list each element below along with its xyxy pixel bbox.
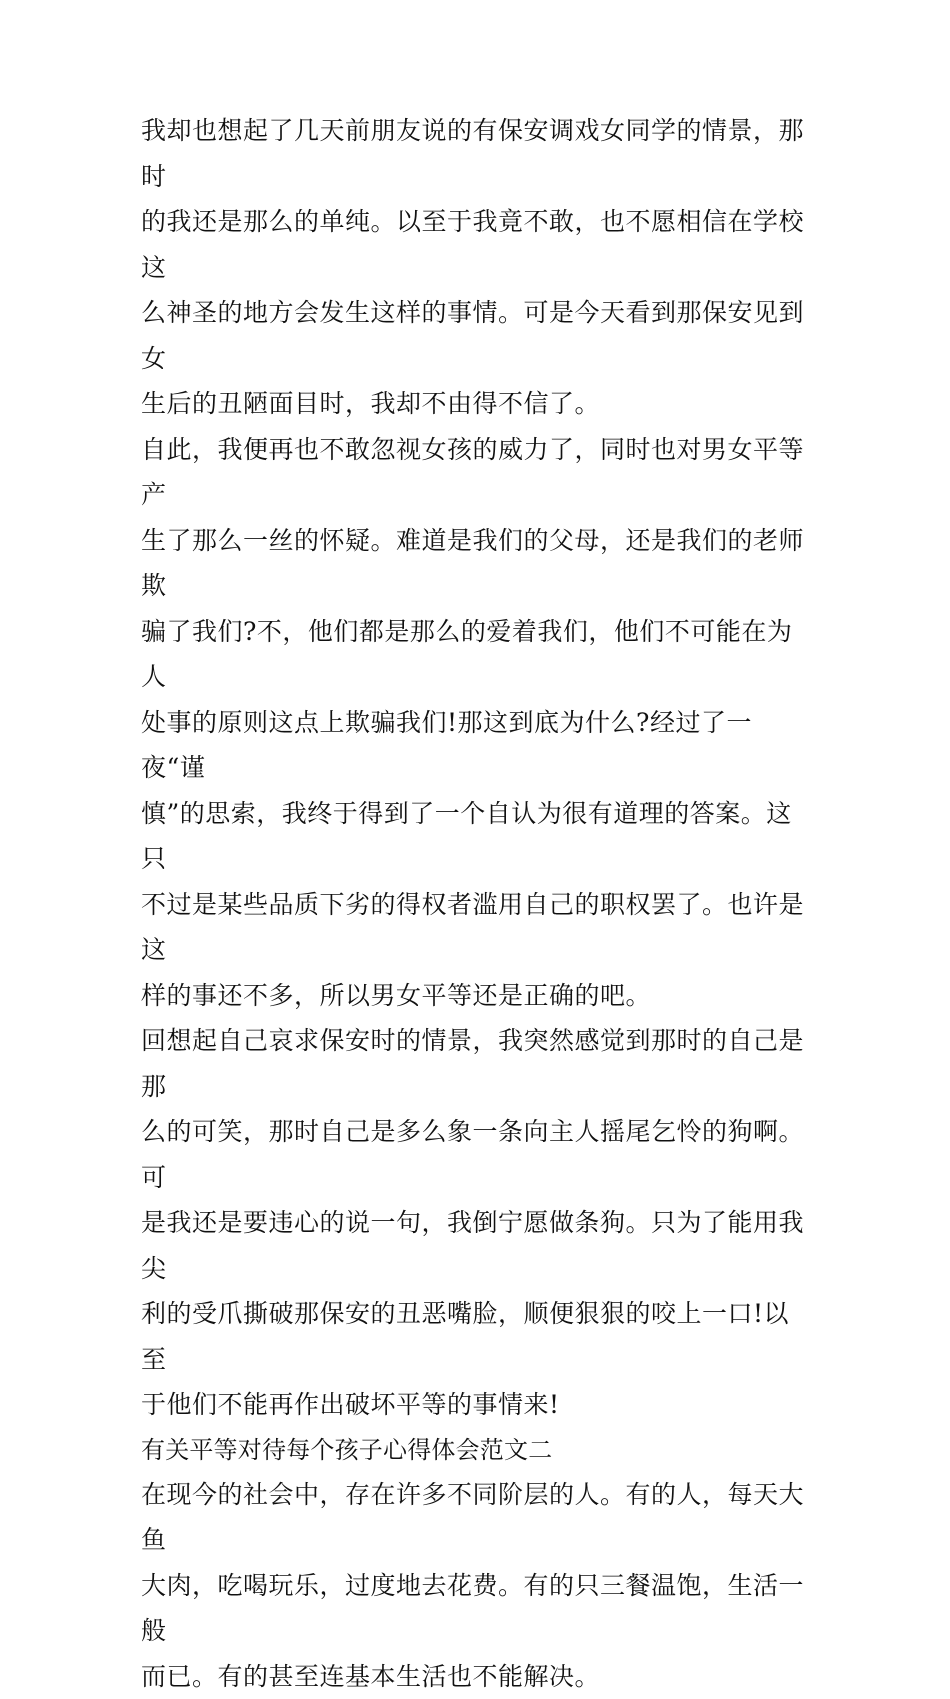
section-heading bbox=[141, 1428, 813, 1472]
text-line: 回想起自己哀求保安时的情景，我突然感觉到那时的自己是那 bbox=[141, 1026, 804, 1101]
text-line: 骗了我们?不，他们都是那么的爱着我们，他们不可能在为人 bbox=[141, 617, 792, 692]
text-line: 处事的原则这点上欺骗我们!那这到底为什么?经过了一夜“谨 bbox=[141, 708, 752, 783]
heading-text: 有关平等对待每个孩子心得体会范文二 bbox=[141, 1436, 552, 1464]
text-line: 生了那么一丝的怀疑。难道是我们的父母，还是我们的老师欺 bbox=[141, 526, 804, 601]
text-line: 慎”的思索，我终于得到了一个自认为很有道理的答案。这只 bbox=[141, 799, 792, 874]
text-line: 生后的丑陋面目时，我却不由得不信了。 bbox=[141, 389, 600, 418]
text-line: 么的可笑，那时自己是多么象一条向主人摇尾乞怜的狗啊。可 bbox=[141, 1117, 804, 1192]
text-line: 自此，我便再也不敢忽视女孩的威力了，同时也对男女平等产 bbox=[141, 435, 804, 510]
text-line: 不过是某些品质下劣的得权者滥用自己的职权罢了。也许是这 bbox=[141, 890, 804, 965]
text-line: 样的事还不多，所以男女平等还是正确的吧。 bbox=[141, 981, 651, 1010]
text-line: 大肉，吃喝玩乐，过度地去花费。有的只三餐温饱，生活一般 bbox=[141, 1571, 804, 1646]
text-line: 是我还是要违心的说一句，我倒宁愿做条狗。只为了能用我尖 bbox=[141, 1208, 804, 1283]
paragraph-social-classes bbox=[141, 1472, 813, 1699]
text-line: 么神圣的地方会发生这样的事情。可是今天看到那保安见到女 bbox=[141, 298, 804, 373]
paragraph-doubt-equality bbox=[141, 427, 813, 1019]
paragraph-memory-of-guard bbox=[141, 108, 813, 427]
document-body bbox=[141, 108, 813, 1699]
text-line: 在现今的社会中，存在许多不同阶层的人。有的人，每天大鱼 bbox=[141, 1480, 804, 1555]
text-line: 我却也想起了几天前朋友说的有保安调戏女同学的情景，那时 bbox=[141, 116, 804, 191]
paragraph-recollection bbox=[141, 1018, 813, 1428]
text-line: 的我还是那么的单纯。以至于我竟不敢，也不愿相信在学校这 bbox=[141, 207, 804, 282]
text-line: 利的受爪撕破那保安的丑恶嘴脸，顺便狠狠的咬上一口!以至 bbox=[141, 1299, 789, 1374]
text-line: 于他们不能再作出破坏平等的事情来! bbox=[141, 1390, 560, 1419]
text-line: 而已。有的甚至连基本生活也不能解决。 bbox=[141, 1662, 600, 1691]
